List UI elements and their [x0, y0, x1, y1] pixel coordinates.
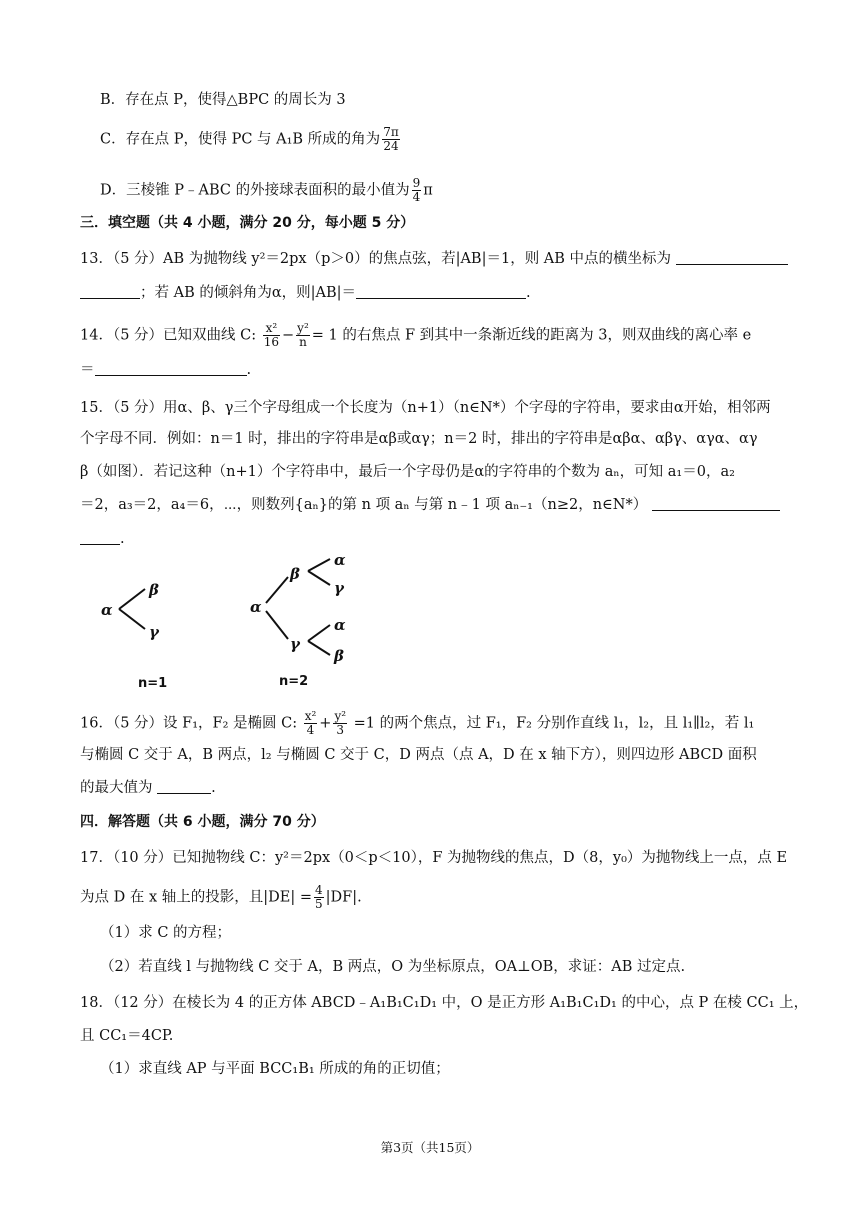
- tree-edge: [266, 577, 288, 603]
- answer-blank: [80, 530, 120, 545]
- question-17-part1: （1）求 C 的方程；: [100, 925, 232, 941]
- fraction: $\frac{\text{x²}}{16}$: [263, 321, 280, 349]
- tree-node: α: [334, 551, 346, 569]
- question-15-line3: β（如图）．若记这种（n+1）个字符串中，最后一个字母仍是α的字符串的个数为 aₙ，可知 a₁＝0，a₂: [80, 464, 735, 480]
- question-17-line2: 为点 D 在 x 轴上的投影，且|DE| = $\frac{4}{5}$ |DF|.: [80, 883, 362, 911]
- tree-diagram-n1: [95, 575, 195, 645]
- section-heading-solutions: 四．解答题（共 6 小题，满分 70 分）: [80, 814, 325, 830]
- answer-blank: [80, 284, 140, 299]
- tree-node: β: [334, 647, 344, 665]
- tree-edge: [119, 609, 145, 629]
- question-15-line5: .: [80, 529, 780, 549]
- answer-blank: [652, 496, 780, 511]
- tree-label-n1: n=1: [138, 676, 168, 691]
- fraction: $\frac{\text{y²}}{3}$: [334, 709, 347, 737]
- tree-edge: [308, 641, 330, 655]
- question-14: 14．（5 分）已知双曲线 C: $\frac{\text{x²}}{16}$ − $\frac{\text{y²}}{n}$ = 1 的右焦点 F 到其中一条渐近线的距离为 3，则双曲线的离心率 e: [80, 321, 752, 349]
- question-17-part2: （2）若直线 l 与抛物线 C 交于 A，B 两点，O 为坐标原点，OA⊥OB，求证：AB 过定点.: [100, 959, 686, 975]
- fraction: $\frac{7\pi}{24}$: [383, 125, 399, 153]
- question-16-line2: 与椭圆 C 交于 A，B 两点，l₂ 与椭圆 C 交于 C，D 两点（点 A，D 在 x 轴下方），则四边形 ABCD 面积: [80, 747, 757, 763]
- tree-node: γ: [290, 635, 300, 653]
- question-15-line2: 个字母不同．例如：n＝1 时，排出的字符串是αβ或αγ；n＝2 时，排出的字符串是αβα、αβγ、αγα、αγ: [80, 431, 758, 447]
- question-18-line2: 且 CC₁＝4CP.: [80, 1028, 174, 1044]
- answer-blank: [356, 284, 526, 299]
- fraction: $\frac{9}{4}$: [412, 176, 421, 204]
- option-d: D．三棱锥 P﹣ABC 的外接球表面积的最小值为 $\frac{9}{4}$ π: [100, 176, 433, 204]
- question-13: 13．（5 分）AB 为抛物线 y²＝2px（p＞0）的焦点弦，若|AB|＝1，则 AB 中点的横坐标为: [80, 249, 780, 269]
- fraction: $\frac{\text{y²}}{n}$: [297, 321, 309, 349]
- tree-edge: [308, 625, 330, 641]
- question-14-cont: ＝ .: [80, 362, 252, 378]
- tree-edge: [308, 571, 330, 585]
- tree-edge: [266, 611, 288, 639]
- tree-edge: [308, 559, 330, 571]
- answer-blank: [95, 361, 247, 376]
- tree-node: β: [290, 565, 300, 583]
- option-b: B．存在点 P，使得△BPC 的周长为 3: [100, 92, 346, 108]
- tree-node: γ: [149, 623, 159, 641]
- tree-node: α: [334, 616, 346, 634]
- answer-blank: [676, 250, 788, 265]
- tree-node: γ: [334, 579, 344, 597]
- question-16-line3: 的最大值为 .: [80, 780, 216, 796]
- tree-diagram-n2: [250, 551, 360, 670]
- tree-node: β: [149, 581, 159, 599]
- fraction: $\frac{\text{x²}}{4}$: [304, 709, 317, 737]
- section-heading-fill-in: 三．填空题（共 4 小题，满分 20 分，每小题 5 分）: [80, 215, 415, 231]
- option-c: C．存在点 P，使得 PC 与 A₁B 所成的角为 $\frac{7\pi}{24}$: [100, 125, 399, 153]
- question-16: 16．（5 分）设 F₁，F₂ 是椭圆 C: $\frac{\text{x²}}{4}$ + $\frac{\text{y²}}{3}$ =1 的两个焦点，过 F₁，F₂ 分别作直线 l₁，l₂，且 l₁∥l₂，若 l₁: [80, 709, 755, 737]
- tree-label-n2: n=2: [279, 674, 309, 689]
- question-17: 17．（10 分）已知抛物线 C：y²＝2px（0＜p＜10），F 为抛物线的焦点，D（8，y₀）为抛物线上一点，点 E: [80, 850, 788, 866]
- tree-node: α: [101, 601, 113, 619]
- question-15-line4: ＝2，a₃＝2，a₄＝6，⋯，则数列{aₙ}的第 n 项 aₙ 与第 n﹣1 项 aₙ₋₁（n≥2，n∈N*）: [80, 495, 780, 515]
- page-footer: 第3页（共15页）: [380, 1140, 480, 1155]
- question-13-cont: ；若 AB 的倾斜角为α，则|AB|＝ .: [80, 283, 780, 303]
- tree-edge: [119, 589, 145, 609]
- question-18-part1: （1）求直线 AP 与平面 BCC₁B₁ 所成的角的正切值；: [100, 1061, 450, 1077]
- tree-node: α: [250, 598, 262, 616]
- question-15: 15．（5 分）用α、β、γ三个字母组成一个长度为（n+1）（n∈N*）个字母的字符串，要求由α开始，相邻两: [80, 400, 771, 416]
- fraction: $\frac{4}{5}$: [314, 883, 323, 911]
- question-18: 18．（12 分）在棱长为 4 的正方体 ABCD﹣A₁B₁C₁D₁ 中，O 是正方形 A₁B₁C₁D₁ 的中心，点 P 在棱 CC₁ 上，: [80, 995, 809, 1011]
- answer-blank: [157, 779, 211, 794]
